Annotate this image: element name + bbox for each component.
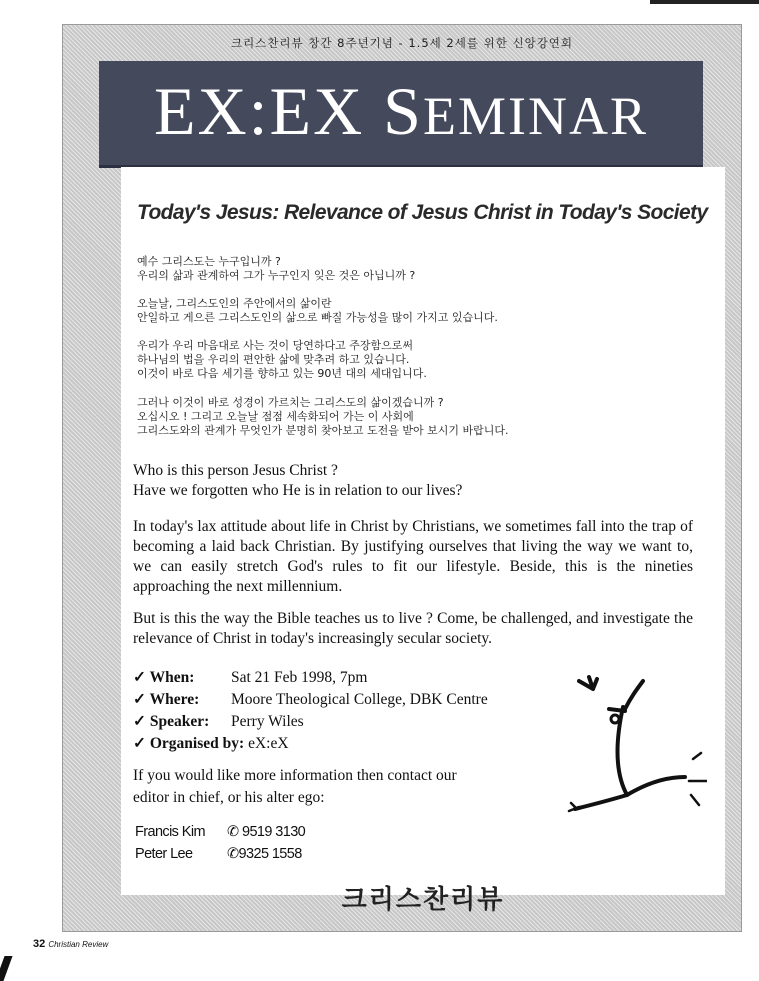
detail-where: ✓ Where: Moore Theological College, DBK Centre	[133, 691, 488, 708]
korean-paragraph-1: 예수 그리스도는 누구입니까 ? 우리의 삶과 관계하여 그가 누구인지 잊은 것은 아닙니까 ?	[137, 255, 416, 282]
flyer-frame	[62, 24, 742, 932]
dancing-stick-figure-icon	[567, 673, 707, 823]
top-edge-line	[650, 0, 759, 4]
detail-organised: ✓ Organised by: eX:eX	[133, 735, 289, 752]
content-panel	[121, 167, 725, 915]
contact-list	[135, 821, 305, 865]
event-details: ✓ When: Sat 21 Feb 1998, 7pm ✓ Where: Moore Theological College, DBK Centre ✓ Speaker: Perry Wiles ✓ Organised by: eX:eX If you would like more information then contact our editor in chief, or his alter ego:	[133, 667, 553, 809]
page-footer: 32 Christian Review	[33, 938, 109, 950]
korean-paragraph-3: 우리가 우리 마음대로 사는 것이 당연하다고 주장함으로써 하나님의 법을 우리의 편안한 삶에 맞추려 하고 있습니다. 이것이 바로 다음 세기를 향하고 있는 90년 대의 세대입니다.	[137, 339, 427, 380]
seminar-title: EX:EX SEMINAR	[154, 73, 648, 149]
korean-paragraph-4: 그러나 이것이 바로 성경이 가르치는 그리스도의 삶이겠습니까 ? 오십시오 ! 그리고 오늘날 점점 세속화되어 가는 이 사회에 그리스도와의 관계가 무엇인가 분명히 찾아보고 도전을 받아 보시기 바랍니다.	[137, 396, 509, 437]
contact-intro: If you would like more information then contact our	[133, 767, 457, 784]
detail-when: ✓ When: Sat 21 Feb 1998, 7pm	[133, 669, 368, 686]
christian-review-logo: 크리스찬리뷰	[341, 885, 505, 915]
corner-mark	[0, 956, 13, 981]
subtitle: Today's Jesus: Relevance of Jesus Christ in Today's Society	[137, 201, 708, 224]
event-banner-text: 크리스찬리뷰 창간 8주년기념 - 1.5세 2세를 위한 신앙강연회	[230, 36, 574, 50]
contact-row: Peter Lee ✆9325 1558	[135, 846, 302, 862]
korean-paragraph-2: 오늘날, 그리스도인의 주안에서의 삶이란 안일하고 게으른 그리스도인의 삶으로 빠질 가능성을 많이 가지고 있습니다.	[137, 297, 498, 324]
english-paragraph-1: Who is this person Jesus Christ ? Have we forgotten who He is in relation to our lives?	[133, 462, 463, 499]
english-paragraph-2: In today's lax attitude about life in Christ by Christians, we sometimes fall into the trap of becoming a laid back Christian. By justifying ourselves that living the way we want to, we can easily stretch God's rules to fit our lifestyle. Beside, this is the nineties approaching the next millennium.	[133, 518, 693, 595]
english-paragraph-3: But is this the way the Bible teaches us to live ? Come, be challenged, and investigate the relevance of Christ in today's increasingly secular society.	[133, 610, 693, 647]
detail-speaker: ✓ Speaker: Perry Wiles	[133, 713, 304, 730]
title-banner	[99, 61, 703, 168]
contact-row: Francis Kim ✆ 9519 3130	[135, 824, 306, 840]
